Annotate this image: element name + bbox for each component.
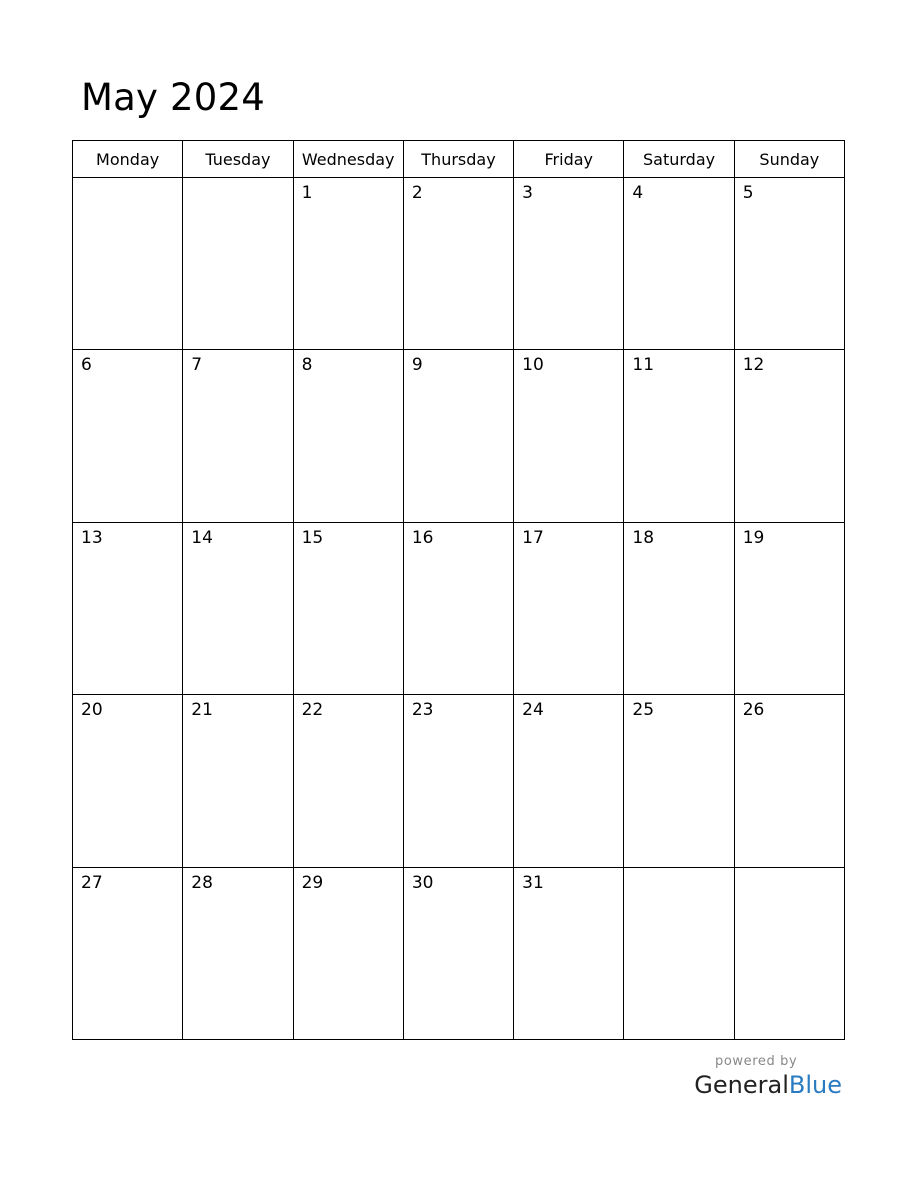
- day-number: 8: [301, 355, 313, 376]
- day-number: 21: [191, 700, 213, 721]
- powered-by-label: powered by: [715, 1054, 798, 1069]
- calendar-grid: [72, 140, 845, 1040]
- day-cell: [403, 522, 513, 694]
- page-title: May 2024: [81, 76, 266, 119]
- day-number: [183, 178, 292, 183]
- day-number: 20: [81, 700, 103, 721]
- day-cell: [514, 867, 624, 1039]
- day-number: 5: [742, 183, 754, 203]
- day-number: 18: [632, 527, 655, 548]
- day-cell: [293, 522, 403, 694]
- brand-blue-text: Blue: [788, 1071, 842, 1099]
- weekday-header-row: [73, 141, 845, 178]
- day-number: 10: [522, 355, 544, 376]
- week-row: [73, 695, 845, 867]
- day-number: 7: [191, 355, 203, 376]
- day-number: [73, 178, 182, 183]
- day-cell: [293, 350, 403, 522]
- day-cell: [514, 350, 624, 522]
- day-cell: [514, 695, 624, 867]
- weekday-header: Wednesday: [293, 141, 403, 178]
- day-cell: [293, 695, 403, 867]
- day-cell: [734, 867, 844, 1039]
- day-cell: [624, 522, 734, 694]
- day-number: 26: [742, 700, 765, 721]
- weekday-header: Monday: [73, 141, 183, 178]
- day-cell: [403, 178, 513, 350]
- day-number: 3: [522, 183, 533, 203]
- day-number: 22: [301, 700, 324, 721]
- day-cell: [183, 695, 293, 867]
- day-cell: [73, 522, 183, 694]
- day-number: 9: [411, 355, 423, 376]
- day-cell: [734, 350, 844, 522]
- day-number: 29: [301, 872, 324, 893]
- day-cell: [624, 867, 734, 1039]
- day-number: 14: [191, 527, 213, 548]
- day-number: 6: [81, 355, 92, 376]
- generalblue-logo: [694, 1070, 842, 1100]
- day-cell: [183, 178, 293, 350]
- weekday-header: Sunday: [734, 141, 844, 178]
- week-row: [73, 522, 845, 694]
- day-cell: [734, 522, 844, 694]
- day-number: 28: [191, 872, 213, 893]
- day-cell: [73, 178, 183, 350]
- day-cell: [183, 350, 293, 522]
- day-number: 15: [301, 527, 324, 548]
- day-cell: [183, 867, 293, 1039]
- day-cell: [734, 178, 844, 350]
- day-number: [735, 868, 844, 873]
- day-number: 27: [81, 872, 103, 893]
- day-number: 30: [411, 872, 434, 893]
- day-number: 17: [522, 527, 544, 548]
- day-cell: [403, 350, 513, 522]
- day-number: 25: [632, 700, 655, 721]
- day-cell: [293, 867, 403, 1039]
- day-cell: [73, 695, 183, 867]
- brand-general-text: General: [694, 1071, 789, 1099]
- week-row: [73, 350, 845, 522]
- day-number: [624, 868, 733, 873]
- day-cell: [514, 522, 624, 694]
- day-number: 16: [411, 527, 434, 548]
- day-cell: [183, 522, 293, 694]
- day-cell: [624, 350, 734, 522]
- day-number: 19: [742, 527, 765, 548]
- generalblue-branding[interactable]: [694, 1054, 842, 1100]
- day-number: 2: [411, 183, 423, 203]
- weekday-header: Saturday: [624, 141, 734, 178]
- day-number: 23: [411, 700, 434, 721]
- day-cell: [403, 695, 513, 867]
- day-number: 1: [301, 183, 313, 203]
- day-number: 24: [522, 700, 544, 721]
- day-cell: [403, 867, 513, 1039]
- day-cell: [624, 695, 734, 867]
- day-number: 13: [81, 527, 103, 548]
- day-cell: [514, 178, 624, 350]
- day-cell: [734, 695, 844, 867]
- day-number: 11: [632, 355, 655, 376]
- day-cell: [73, 350, 183, 522]
- day-cell: [293, 178, 403, 350]
- day-cell: [73, 867, 183, 1039]
- day-cell: [624, 178, 734, 350]
- day-number: 4: [632, 183, 644, 203]
- day-number: 31: [522, 872, 544, 893]
- week-row: [73, 178, 845, 350]
- weekday-header: Thursday: [403, 141, 513, 178]
- weekday-header: Friday: [514, 141, 624, 178]
- day-number: 12: [742, 355, 765, 376]
- week-row: [73, 867, 845, 1039]
- weekday-header: Tuesday: [183, 141, 293, 178]
